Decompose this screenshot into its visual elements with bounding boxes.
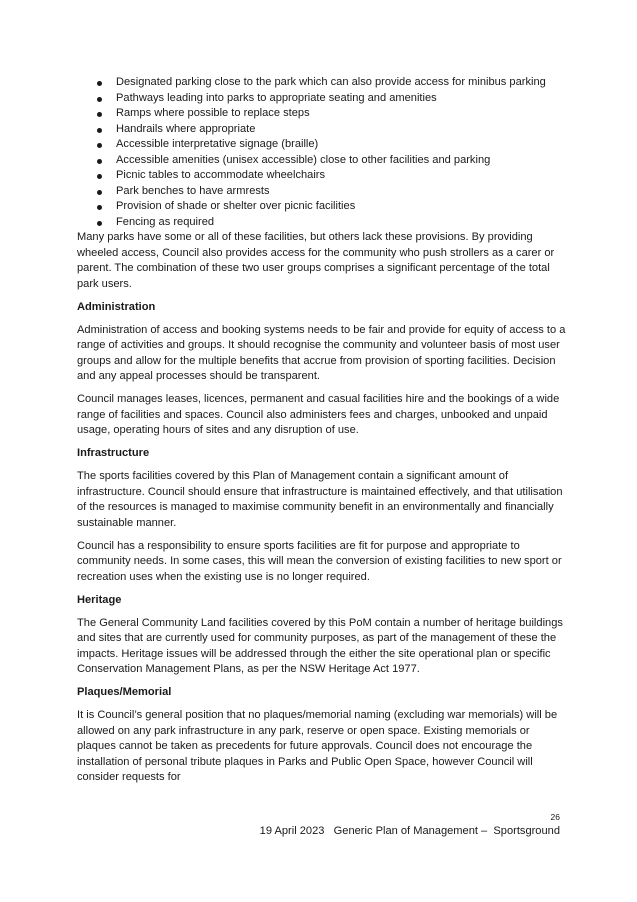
list-item [77,75,567,91]
list-item-text: Accessible amenities (unisex accessible) close to other facilities and parking [116,153,491,166]
heritage-heading: Heritage [77,593,122,606]
accessibility-bullet-list [77,75,567,230]
list-item-text: Handrails where appropriate [116,122,256,135]
bullet-icon [97,174,102,179]
administration-heading: Administration [77,300,156,313]
list-item-text: Accessible interpretative signage (braille) [116,138,319,150]
bullet-icon [97,143,102,148]
list-item-text: Fencing as required [116,215,215,228]
infrastructure-heading: Infrastructure [77,447,150,459]
administration-paragraph-2: Council manages leases, licences, permanent and casual facilities hire and the bookings of a wide range of facilities and spaces. Council also administers fees and charges, unbooked and unpaid usage, operating hours of sites and any disruption of use. [77,393,560,436]
bullet-icon [97,97,102,102]
infrastructure-paragraph-1: The sports facilities covered by this Plan of Management contain a significant amount of infrastructure. Council should ensure that infrastructure is maintained effectively, and that utilisation of the resources is managed to maximise community benefit in an environmentally and financially sustainable manner. [77,470,563,529]
bullet-icon [97,112,102,117]
list-item [77,122,567,138]
bullet-icon [97,190,102,195]
footer-text: 19 April 2023 Generic Plan of Management – Sportsground [259,825,560,837]
list-item [77,153,567,169]
list-item [77,168,567,184]
intro-paragraph: Many parks have some or all of these facilities, but others lack these provisions. By providing wheeled access, Council also provides access for the community who push strollers as a carer or parent. The combination of these two user groups comprises a significant percentage of the total park users. [77,231,555,290]
list-item [77,106,567,122]
infrastructure-paragraph-2: Council has a responsibility to ensure sports facilities are fit for purpose and appropriate to community needs. In some cases, this will mean the conversion of existing facilities to new sport or recreation uses when the existing use is no longer required. [77,539,562,583]
heritage-paragraph: The General Community Land facilities covered by this PoM contain a number of heritage buildings and sites that are currently used for community purposes, as part of the management of these the impacts. Heritage issues will be addressed through the either the site operational plan or specific Conservation Management Plans, as per the NSW Heritage Act 1977. [77,616,563,675]
list-item-text: Park benches to have armrests [116,184,270,197]
bullet-icon [97,221,102,226]
list-item [77,137,567,153]
bullet-icon [97,128,102,133]
page-number: 26 [550,812,560,822]
plaques-heading: Plaques/Memorial [77,686,172,698]
document-page [77,75,567,793]
bullet-icon [97,159,102,164]
list-item-text: Pathways leading into parks to appropriate seating and amenities [116,91,437,104]
bullet-icon [97,205,102,210]
list-item [77,184,567,200]
plaques-paragraph: It is Council’s general position that no plaques/memorial naming (excluding war memorials) will be allowed on any park infrastructure in any park, reserve or open space. Existing memorials or plaques cannot be taken as precedents for future approvals. Council does not encourage the installation of personal tribute plaques in Parks and Public Open Space, however Council will consider requests for [77,709,558,783]
list-item [77,199,567,215]
bullet-icon [97,81,102,86]
list-item [77,215,567,231]
list-item-text: Designated parking close to the park which can also provide access for minibus parking [116,76,546,88]
list-item [77,91,567,107]
list-item-text: Picnic tables to accommodate wheelchairs [116,169,326,181]
list-item-text: Ramps where possible to replace steps [116,107,310,119]
list-item-text: Provision of shade or shelter over picnic facilities [116,200,356,212]
administration-paragraph-1: Administration of access and booking systems needs to be fair and provide for equity of access to a range of activities and groups. It should recognise the community and volunteer basis of most user groups and allow for the multiple benefits that accrue from provision of sporting facilities. Decision and any appeal processes should be transparent. [77,323,566,382]
